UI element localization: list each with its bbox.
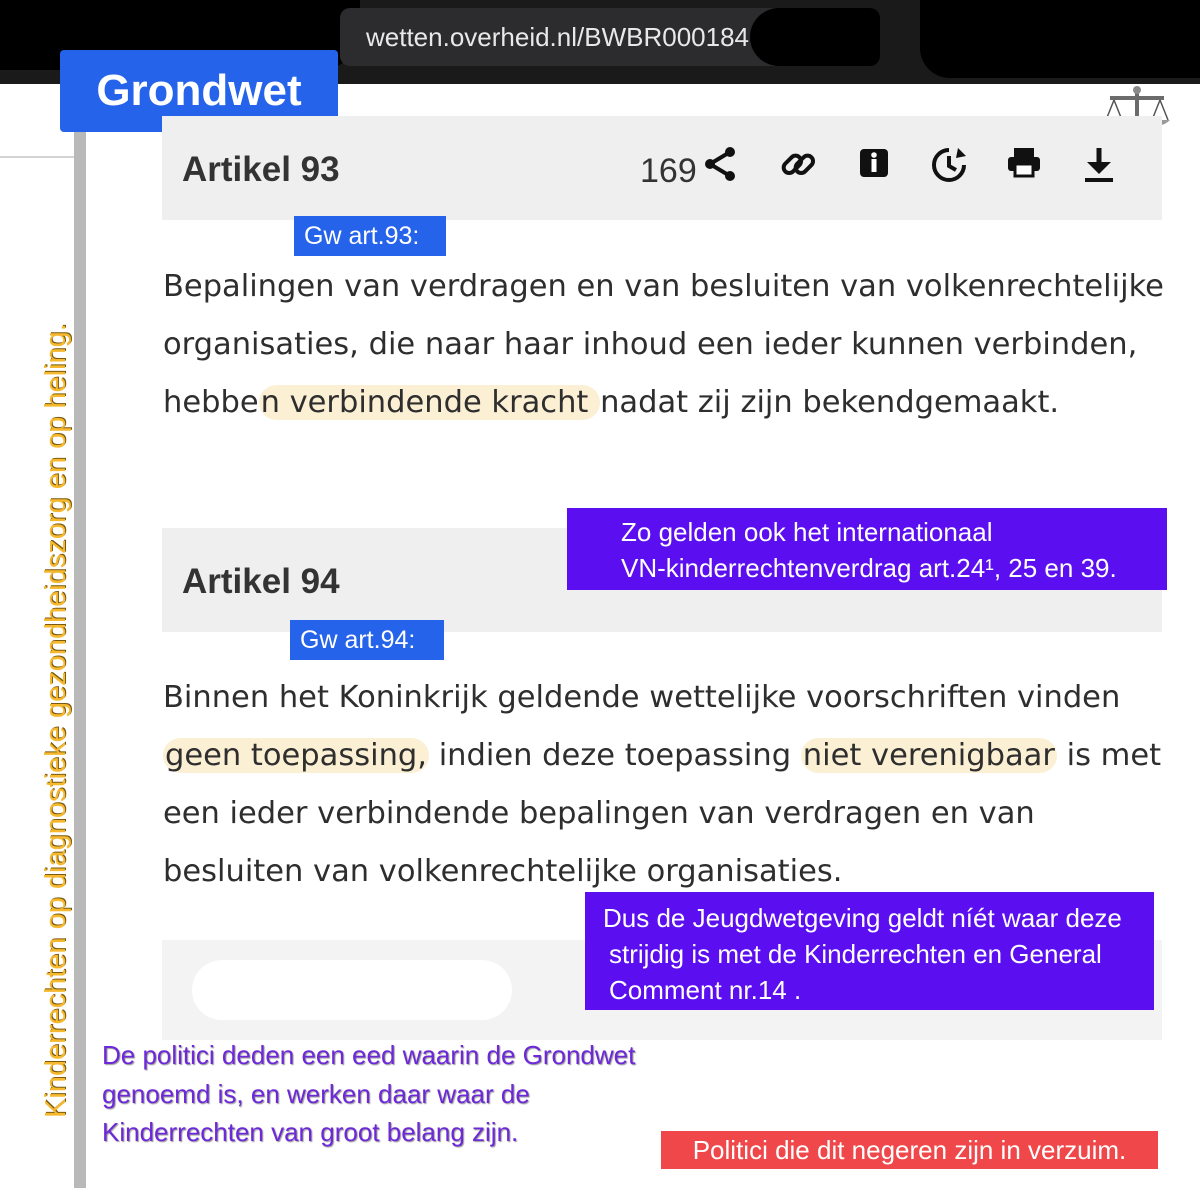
article-93-text bbox=[163, 258, 1173, 432]
redaction-right bbox=[920, 0, 1200, 78]
print-icon[interactable] bbox=[1006, 146, 1042, 180]
politics-note-line3: Kinderrechten van groot belang zijn. bbox=[102, 1117, 519, 1147]
politics-note-line1: De politici deden een eed waarin de Grondwet bbox=[102, 1040, 636, 1070]
jeugdwet-note-line3: Comment nr.14 . bbox=[609, 975, 802, 1005]
download-icon[interactable] bbox=[1082, 146, 1116, 184]
share-icon[interactable] bbox=[704, 146, 740, 182]
kinderrechten-note-line2: VN-kinderrechtenverdrag art.24¹, 25 en 39. bbox=[621, 553, 1117, 583]
article-93-title: Artikel 93 bbox=[182, 150, 340, 189]
article-94-highlight-1: geen toepassing, bbox=[165, 738, 427, 773]
side-rule bbox=[74, 132, 86, 1188]
link-icon[interactable] bbox=[780, 146, 816, 182]
grondwet-badge: Grondwet bbox=[60, 50, 338, 132]
article-93-highlight: n verbindende kracht bbox=[260, 385, 599, 420]
article-94-text-part2: indien deze toepassing bbox=[429, 738, 801, 773]
gw-art-94-label: Gw art.94: bbox=[290, 620, 444, 660]
article-93-count: 169 bbox=[640, 152, 697, 190]
politics-note bbox=[102, 1036, 722, 1152]
article-94-title: Artikel 94 bbox=[182, 562, 340, 601]
kinderrechten-note bbox=[567, 508, 1167, 590]
politics-note-line2: genoemd is, en werken daar waar de bbox=[102, 1078, 530, 1109]
history-icon[interactable] bbox=[930, 146, 968, 184]
jeugdwet-note-line1: Dus de Jeugdwetgeving geldt níét waar deze bbox=[603, 903, 1122, 933]
redaction-blob bbox=[192, 960, 512, 1020]
warning-banner: Politici die dit negeren zijn in verzuim. bbox=[661, 1131, 1158, 1169]
info-icon[interactable] bbox=[858, 146, 890, 180]
jeugdwet-note-line2: strijdig is met de Kinderrechten en General bbox=[609, 939, 1102, 969]
kinderrechten-note-line1: Zo gelden ook het internationaal bbox=[621, 517, 993, 547]
jeugdwet-note bbox=[585, 892, 1154, 1010]
article-94-text bbox=[163, 669, 1173, 901]
article-93-text-part1: Bepalingen van verdragen en van besluiten van volkenrechtelijke organisaties, die naar haar inhoud een ieder kunnen verbinden, hebbe bbox=[163, 269, 1164, 420]
article-93-text-part2: nadat zij zijn bekendgemaakt. bbox=[600, 385, 1060, 420]
article-94-text-part1: Binnen het Koninkrijk geldende wettelijke voorschriften vinden bbox=[163, 680, 1121, 715]
address-bar[interactable] bbox=[340, 8, 880, 66]
address-bar-url: wetten.overheid.nl/BWBR000184 bbox=[366, 22, 750, 52]
article-94-highlight-2: niet verenigbaar bbox=[802, 738, 1055, 773]
gw-art-93-label: Gw art.93: bbox=[294, 216, 446, 256]
side-caption: Kinderrechten op diagnostieke gezondheidszorg en op heling. bbox=[40, 323, 72, 1118]
article-94-text-part3: is met een ieder verbindende bepalingen van verdragen en van besluiten van volkenrechtelijke organisaties. bbox=[163, 738, 1162, 889]
url-redaction bbox=[750, 8, 880, 66]
